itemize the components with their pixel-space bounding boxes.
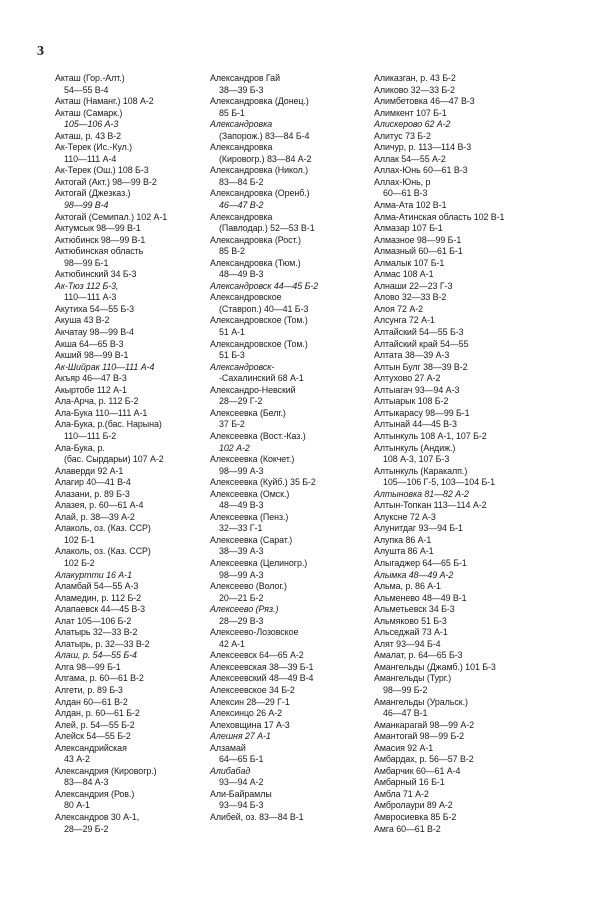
index-entry-line: Алибабад bbox=[210, 765, 251, 776]
index-entry-line: Акташ (Наманг.) 108 А-2 bbox=[55, 96, 154, 107]
index-entry-line: Акший 98—99 В-1 bbox=[55, 350, 129, 361]
index-entry-line: 51 Б-3 bbox=[219, 350, 245, 361]
index-entry-line: Алупка 86 А-1 bbox=[374, 534, 432, 545]
index-entry-line: Алат 105—106 Б-2 bbox=[55, 615, 132, 626]
index-entry-line: Александров Гай bbox=[210, 73, 280, 83]
index-entry-line: Ала-Бука 110—111 А-1 bbox=[55, 407, 148, 418]
index-entry-line: 105—106 А-3 bbox=[64, 119, 119, 130]
index-entry-line: Алексеевское 34 Б-2 bbox=[210, 684, 295, 695]
index-entry-line: Алеховщина 17 А-3 bbox=[210, 719, 290, 730]
index-entry-line: Акташ (Самарк.) bbox=[55, 107, 123, 118]
index-entry-line: Александровка (Донец.) bbox=[210, 96, 309, 107]
index-entry-line: Амантогай 98—99 Б-2 bbox=[374, 731, 465, 742]
index-entry-line: Алексеевка (Целиногр.) bbox=[210, 557, 308, 568]
index-entry-line: Алазея, р. 60—61 А-4 bbox=[55, 500, 144, 511]
index-entry-line: (бас. Сырдарьи) 107 А-2 bbox=[64, 454, 164, 465]
index-entry-line: Александровское (Том.) bbox=[210, 315, 308, 326]
index-entry-line: Алаколь, оз. (Каз. ССР) bbox=[55, 523, 151, 534]
index-entry-line: Акуша 43 В-2 bbox=[55, 315, 110, 326]
index-entry-line: Алискерово 62 А-2 bbox=[374, 119, 451, 130]
index-entry-line: Алма-Атинская область 102 В-1 bbox=[374, 211, 505, 222]
index-entry-line: Алексеевка (Сарат.) bbox=[210, 534, 293, 545]
index-entry-line: 98—99 А-3 bbox=[219, 465, 264, 476]
index-entry-line: 83—84 Б-2 bbox=[219, 176, 264, 187]
index-entry-line: Алгама, р. 60—61 В-2 bbox=[55, 673, 144, 684]
index-entry-line: Алнаши 22—23 Г-3 bbox=[374, 280, 453, 291]
index-entry-line: 32—33 Г-1 bbox=[219, 523, 263, 534]
index-entry-line: 28—29 В-3 bbox=[219, 615, 264, 626]
index-entry-line: Алтайский 54—55 Б-3 bbox=[374, 327, 464, 338]
index-entry-line: Алагир 40—41 В-4 bbox=[55, 477, 131, 488]
index-entry-line: 37 Б-2 bbox=[219, 419, 245, 430]
index-entry-line: Ак-Шийрак 110—111 А-4 bbox=[55, 361, 155, 372]
index-entry-line: (Ставроп.) 40—41 Б-3 bbox=[219, 303, 309, 314]
index-entry-line: Акташ (Гор.-Алт.) bbox=[55, 73, 125, 83]
index-entry-line: Аликазган, р. 43 Б-2 bbox=[374, 73, 456, 83]
index-entry-line: 98—99 А-3 bbox=[219, 569, 264, 580]
index-entry-line: Алексеевка (Пенз.) bbox=[210, 511, 289, 522]
index-entry-line: Актюбинская область bbox=[55, 246, 144, 257]
index-entry-line: Александрийская bbox=[55, 742, 127, 753]
index-entry-line: Алексеевка (Куйб.) 35 Б-2 bbox=[210, 477, 316, 488]
index-entry-line: Алаш, р. 54—55 Б-4 bbox=[55, 650, 137, 661]
index-column-1 bbox=[55, 73, 225, 835]
index-entry-line: Алтайский край 54—55 bbox=[374, 338, 469, 349]
index-entry-line: 93—94 А-2 bbox=[219, 777, 264, 788]
index-entry-line: Амбролаури 89 А-2 bbox=[374, 800, 453, 811]
index-entry-line: Алексеево (Волог.) bbox=[210, 581, 287, 592]
index-entry-line: Амангельды (Джамб.) 101 Б-3 bbox=[374, 661, 496, 672]
index-entry-line: Аллах-Юнь 60—61 В-3 bbox=[374, 165, 468, 176]
index-entry-line: Альма, р. 86 А-1 bbox=[374, 581, 441, 592]
index-entry-line: Алексеевский 48—49 В-4 bbox=[210, 673, 314, 684]
index-entry-line: Алексеевск 64—65 А-2 bbox=[210, 650, 304, 661]
index-entry-line: Амангельды (Уральск.) bbox=[374, 696, 468, 707]
index-entry-line: Амбарчик 60—61 А-4 bbox=[374, 765, 461, 776]
index-entry-line: Александровка (Тюм.) bbox=[210, 257, 301, 268]
index-entry-line: Алма-Ата 102 В-1 bbox=[374, 200, 447, 211]
index-entry-line: Алимбетовка 46—47 В-3 bbox=[374, 96, 475, 107]
index-entry-line: Алешня 27 А-1 bbox=[210, 731, 271, 742]
index-entry-line: 105—106 Г-5, 103—104 Б-1 bbox=[383, 477, 496, 488]
index-entry-line: Алтын-Топкан 113—114 А-2 bbox=[374, 500, 487, 511]
index-entry-line: Алтынкуль 108 А-1, 107 Б-2 bbox=[374, 430, 487, 441]
index-entry-line: Актюбинский 34 Б-3 bbox=[55, 269, 137, 280]
index-entry-line: Аличур, р. 113—114 В-3 bbox=[374, 142, 472, 153]
index-entry-line: Александровка bbox=[210, 119, 273, 130]
index-entry-line: 108 А-3, 107 Б-3 bbox=[383, 454, 450, 465]
index-entry-line: 80 А-1 bbox=[64, 800, 90, 811]
index-entry-line: Алтыновка 81—82 А-2 bbox=[374, 488, 469, 499]
index-entry-line: Алексеевка (Кокчет.) bbox=[210, 454, 295, 465]
index-entry-line: Алуксне 72 А-3 bbox=[374, 511, 436, 522]
index-entry-line: Амвросиевка 85 Б-2 bbox=[374, 812, 457, 822]
index-entry-line: 85 Б-1 bbox=[219, 107, 245, 118]
index-entry-line: 98—99 Б-1 bbox=[64, 257, 109, 268]
index-entry-line: Алдан 60—61 В-2 bbox=[55, 696, 128, 707]
index-entry-line: 38—39 Б-3 bbox=[219, 84, 264, 95]
index-entry-line: Аликово 32—33 Б-2 bbox=[374, 84, 455, 95]
index-entry-line: Алазани, р. 89 Б-3 bbox=[55, 488, 130, 499]
index-entry-line: Александровка (Оренб.) bbox=[210, 188, 310, 199]
index-entry-line: Амга 60—61 В-2 bbox=[374, 823, 441, 834]
index-entry-line: Актогай (Семипал.) 102 А-1 bbox=[55, 211, 168, 222]
index-entry-line: Альмяково 51 Б-3 bbox=[374, 615, 447, 626]
index-entry-line: Али-Байрамлы bbox=[210, 788, 272, 799]
index-entry-line: 102 Б-1 bbox=[64, 534, 95, 545]
index-entry-line: Аманкарагай 98—99 А-2 bbox=[374, 719, 474, 730]
index-entry-line: Акъяр 46—47 В-3 bbox=[55, 373, 127, 384]
index-entry-line: (Кировогр.) 83—84 А-2 bbox=[219, 153, 312, 164]
index-entry-line: Алексеевская 38—39 Б-1 bbox=[210, 661, 314, 672]
index-entry-line: Александровск 44—45 Б-2 bbox=[210, 280, 319, 291]
index-entry-line: Алапаевск 44—45 В-3 bbox=[55, 604, 146, 615]
index-entry-line: Ала-Арча, р. 112 Б-2 bbox=[55, 396, 139, 407]
index-entry-line: 110—111 А-4 bbox=[64, 153, 117, 164]
index-entry-line: Алмазное 98—99 Б-1 bbox=[374, 234, 462, 245]
index-entry-line: Алмазар 107 Б-1 bbox=[374, 223, 443, 234]
index-entry-line: Алтыкарасу 98—99 Б-1 bbox=[374, 407, 470, 418]
index-entry-line: 83—84 А-3 bbox=[64, 777, 109, 788]
index-entry-line: Алоя 72 А-2 bbox=[374, 303, 424, 314]
index-entry-line: Алунитдаг 93—94 Б-1 bbox=[374, 523, 463, 534]
index-entry-line: Алексеевка (Вост.-Каз.) bbox=[210, 430, 306, 441]
index-entry-line: Амангельды (Тург.) bbox=[374, 673, 452, 684]
index-entry-line: Александровск- bbox=[210, 361, 275, 372]
index-entry-line: Алтынкуль (Андиж.) bbox=[374, 442, 456, 453]
index-entry-line: Ак-Терек (Ош.) 108 Б-3 bbox=[55, 165, 149, 176]
index-entry-line: 102 Б-2 bbox=[64, 557, 95, 568]
index-entry-line: 85 В-2 bbox=[219, 246, 245, 257]
index-entry-line: 46—47 В-2 bbox=[219, 200, 264, 211]
index-entry-line: Алитус 73 Б-2 bbox=[374, 130, 431, 141]
index-entry-line: Алтынай 44—45 В-3 bbox=[374, 419, 457, 430]
index-entry-line: 102 А-2 bbox=[219, 442, 250, 453]
index-entry-line: 28—29 Б-2 bbox=[64, 823, 109, 834]
index-entry-line: Алатырь, р. 32—33 В-2 bbox=[55, 638, 150, 649]
index-entry-line: 48—49 В-3 bbox=[219, 500, 264, 511]
index-entry-line: 54—55 В-4 bbox=[64, 84, 109, 95]
index-entry-line: Алтухово 27 А-2 bbox=[374, 373, 441, 384]
index-entry-line: Александровка (Рост.) bbox=[210, 234, 301, 245]
index-entry-line: Алексеевка (Омск.) bbox=[210, 488, 290, 499]
index-entry-line: Амбарный 16 Б-1 bbox=[374, 777, 445, 788]
index-entry-line: Алатырь 32—33 В-2 bbox=[55, 627, 138, 638]
index-entry-line: Альседжай 73 А-1 bbox=[374, 627, 448, 638]
index-entry-line: 48—49 В-3 bbox=[219, 269, 264, 280]
index-entry-line: Алексеево (Ряз.) bbox=[210, 604, 279, 615]
index-entry-line: Альменево 48—49 В-1 bbox=[374, 592, 467, 603]
index-entry-line: Алтын Булг 38—39 В-2 bbox=[374, 361, 468, 372]
index-entry-line: Актогай (Акт.) 98—99 В-2 bbox=[55, 176, 157, 187]
index-entry-line: 98—99 Б-2 bbox=[383, 684, 428, 695]
index-entry-line: Александровка bbox=[210, 142, 273, 153]
index-entry-line: Александровка bbox=[210, 211, 273, 222]
index-entry-line: 110—111 А-3 bbox=[64, 292, 117, 303]
index-entry-line: Акша 64—65 В-3 bbox=[55, 338, 124, 349]
index-entry-line: Актюбинск 98—99 В-1 bbox=[55, 234, 146, 245]
index-entry-line: Акутиха 54—55 Б-3 bbox=[55, 303, 135, 314]
index-column-3 bbox=[374, 73, 544, 835]
index-entry-line: Алга 98—99 Б-1 bbox=[55, 661, 121, 672]
index-entry-line: Алаколь, оз. (Каз. ССР) bbox=[55, 546, 151, 557]
index-entry-line: 38—39 А-3 bbox=[219, 546, 264, 557]
index-entry-line: Алтыагач 93—94 А-3 bbox=[374, 384, 460, 395]
index-entry-line: 20—21 Б-2 bbox=[219, 592, 264, 603]
index-entry-line: Аламедин, р. 112 Б-2 bbox=[55, 592, 142, 603]
index-entry-line: Алибей, оз. 83—84 В-1 bbox=[210, 812, 304, 822]
index-entry-line: Алушта 86 А-1 bbox=[374, 546, 434, 557]
index-entry-line: Амбла 71 А-2 bbox=[374, 788, 429, 799]
index-entry-line: Алово 32—33 В-2 bbox=[374, 292, 447, 303]
index-entry-line: Амалат, р. 64—65 Б-3 bbox=[374, 650, 463, 661]
index-entry-line: -Сахалинский 68 А-1 bbox=[219, 373, 304, 384]
index-entry-line: Алексинцо 26 А-2 bbox=[210, 708, 283, 719]
index-entry-line: Акташ, р. 43 В-2 bbox=[55, 130, 122, 141]
index-entry-line: 42 А-1 bbox=[219, 638, 245, 649]
index-entry-line: Александрия (Ров.) bbox=[55, 788, 135, 799]
index-entry-line: Алтынкуль (Каракалп.) bbox=[374, 465, 468, 476]
index-entry-line: 93—94 Б-3 bbox=[219, 800, 264, 811]
index-entry-line: Александровка (Никол.) bbox=[210, 165, 309, 176]
page-number: 3 bbox=[37, 44, 44, 59]
index-entry-line: Алтыарык 108 Б-2 bbox=[374, 396, 449, 407]
index-entry-line: 46—47 В-1 bbox=[383, 708, 428, 719]
index-entry-line: Алдан, р. 60—61 Б-2 bbox=[55, 708, 140, 719]
index-entry-line: 98—99 В-4 bbox=[64, 200, 109, 211]
index-entry-line: Альметьевск 34 Б-3 bbox=[374, 604, 455, 615]
index-entry-line: Алексеево-Лозовское bbox=[210, 627, 299, 638]
index-entry-line: Алай, р. 38—39 А-2 bbox=[55, 511, 135, 522]
index-entry-line: Ала-Бука, р. bbox=[55, 442, 105, 453]
index-entry-line: Аллак 54—55 А-2 bbox=[374, 153, 446, 164]
index-entry-line: 110—111 Б-2 bbox=[64, 430, 117, 441]
index-entry-line: Ак-Терек (Ис.-Кул.) bbox=[55, 142, 133, 153]
index-entry-line: Алзамай bbox=[210, 742, 246, 753]
index-entry-line: Алексин 28—29 Г-1 bbox=[210, 696, 290, 707]
index-entry-line: Алей, р. 54—55 Б-2 bbox=[55, 719, 135, 730]
index-entry-line: Аллах-Юнь, р bbox=[374, 176, 431, 187]
index-entry-line: Ак-Тюз 112 Б-3, bbox=[55, 280, 119, 291]
index-entry-line: 43 А-2 bbox=[64, 754, 90, 765]
index-entry-line: Алаверди 92 А-1 bbox=[55, 465, 124, 476]
index-entry-line: Алят 93—94 Б-4 bbox=[374, 638, 441, 649]
index-entry-line: (Павлодар.) 52—53 В-1 bbox=[219, 223, 315, 234]
index-entry-line: Алексеевка (Белг.) bbox=[210, 407, 286, 418]
index-entry-line: Алимкент 107 Б-1 bbox=[374, 107, 447, 118]
index-entry-line: Алгети, р. 89 Б-3 bbox=[55, 684, 123, 695]
index-entry-line: Актумсык 98—99 В-1 bbox=[55, 223, 141, 234]
index-entry-line: Аламбай 54—55 А-3 bbox=[55, 581, 139, 592]
index-entry-line: Амасия 92 А-1 bbox=[374, 742, 434, 753]
index-entry-line: Алтата 38—39 А-3 bbox=[374, 350, 450, 361]
index-entry-line: Алымка 48—49 А-2 bbox=[374, 569, 454, 580]
index-entry-line: Александровское (Том.) bbox=[210, 338, 308, 349]
index-entry-line: Амбардах, р. 56—57 В-2 bbox=[374, 754, 474, 765]
index-entry-line: 64—65 Б-1 bbox=[219, 754, 264, 765]
index-entry-line: Алмазный 60—61 Б-1 bbox=[374, 246, 463, 257]
index-entry-line: Акчатау 98—99 В-4 bbox=[55, 327, 134, 338]
index-entry-line: (Запорож.) 83—84 Б-4 bbox=[219, 130, 310, 141]
index-entry-line: 51 А-1 bbox=[219, 327, 245, 338]
index-entry-line: Алсунга 72 А-1 bbox=[374, 315, 435, 326]
index-column-2 bbox=[210, 73, 380, 824]
index-entry-line: Алыгаджер 64—65 Б-1 bbox=[374, 557, 467, 568]
index-entry-line: Алакуртти 16 А-1 bbox=[55, 569, 132, 580]
index-entry-line: Алмалык 107 Б-1 bbox=[374, 257, 445, 268]
index-entry-line: 28—29 Г-2 bbox=[219, 396, 263, 407]
index-entry-line: Акыртобе 112 А-1 bbox=[55, 384, 127, 395]
index-entry-line: Александро-Невский bbox=[210, 384, 296, 395]
index-entry-line: Алмас 108 А-1 bbox=[374, 269, 434, 280]
index-entry-line: Актогай (Джезказ.) bbox=[55, 188, 131, 199]
index-entry-line: Ала-Бука, р.(бас. Нарына) bbox=[55, 419, 162, 430]
index-entry-line: Алейск 54—55 Б-2 bbox=[55, 731, 131, 742]
index-entry-line: Александровское bbox=[210, 292, 282, 303]
index-entry-line: Александров 30 А-1, bbox=[55, 812, 140, 822]
index-entry-line: Александрия (Кировогр.) bbox=[55, 765, 157, 776]
index-entry-line: 60—61 В-3 bbox=[383, 188, 428, 199]
